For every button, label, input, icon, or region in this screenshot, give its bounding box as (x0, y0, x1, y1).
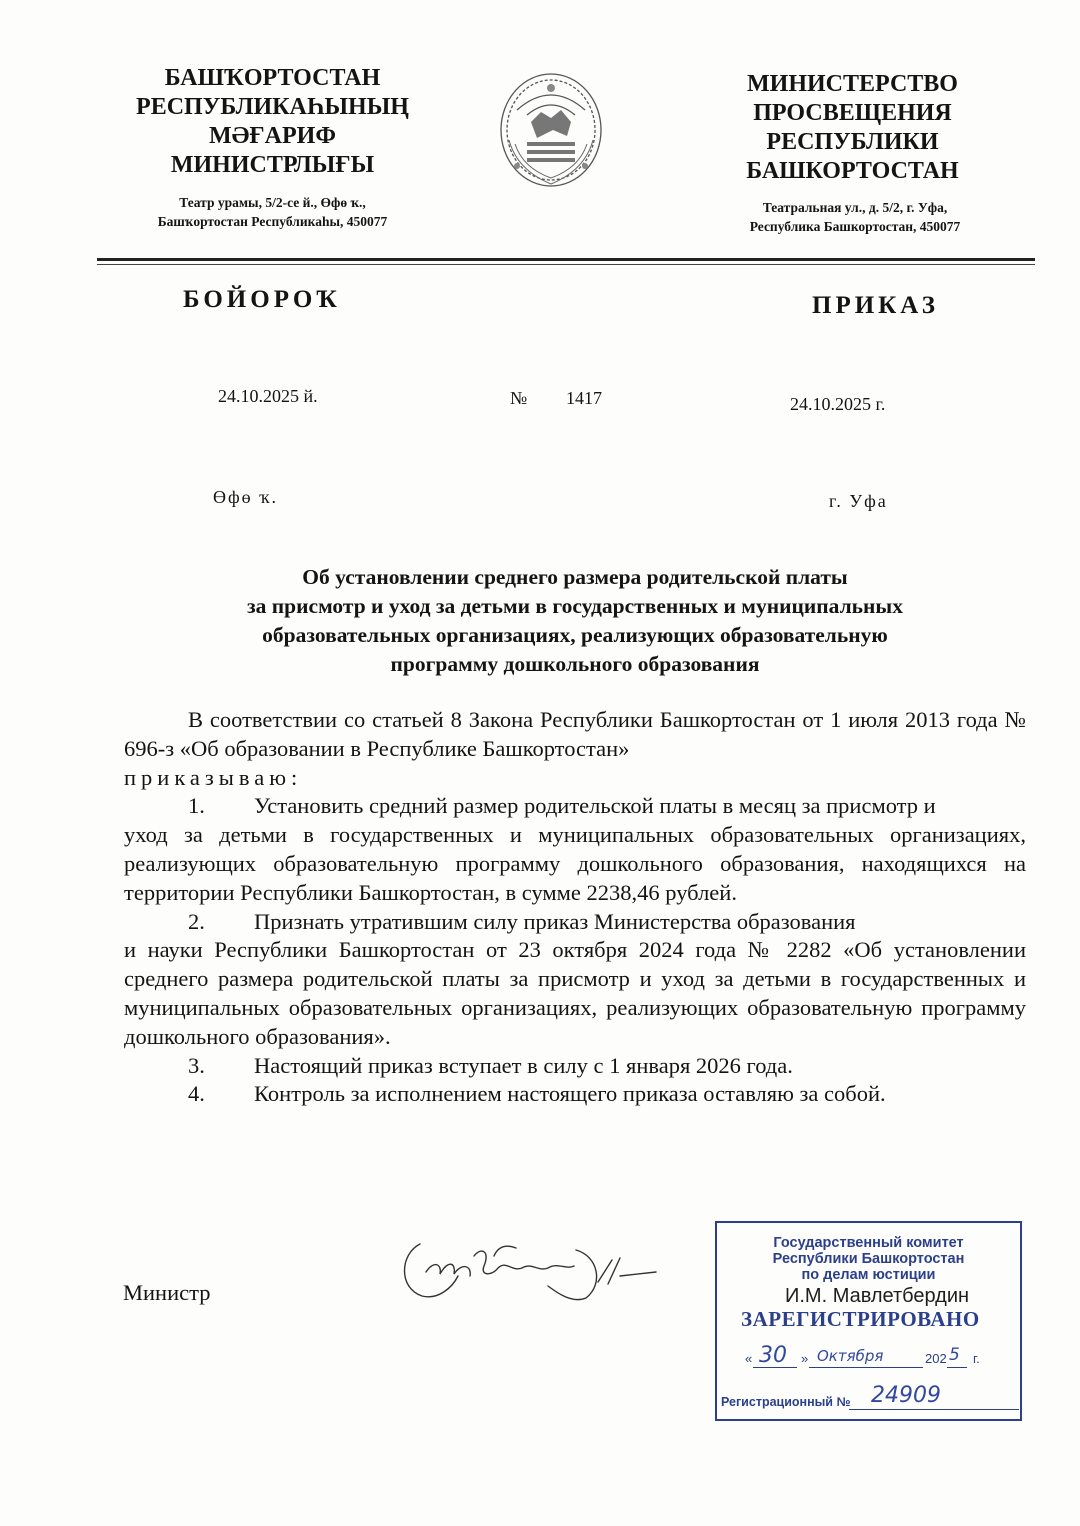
item-number: 1. (188, 793, 205, 819)
stamp-line: по делам юстиции (801, 1267, 936, 1283)
org-line: РЕСПУБЛИКАҺЫНЫҢ (136, 94, 409, 120)
year-underline (947, 1367, 967, 1368)
stamp-line: Государственный комитет (773, 1235, 964, 1251)
doc-kind-russian: ПРИКАЗ (812, 292, 939, 319)
stamp-registered: ЗАРЕГИСТРИРОВАНО (741, 1307, 980, 1331)
org-line: РЕСПУБЛИКИ (766, 129, 939, 155)
minister-label: Министр (123, 1280, 211, 1305)
org-line: БАШКОРТОСТАН (746, 158, 959, 184)
doc-kind-bashkir: БОЙОРОҠ (183, 286, 341, 313)
title-line: образовательных организациях, реализующих образовательную (262, 623, 888, 647)
title-line: программу дошкольного образования (390, 652, 760, 676)
list-item (124, 1052, 1026, 1081)
year-unit: г. (973, 1351, 980, 1366)
header-divider-thick (97, 258, 1035, 261)
org-line: ПРОСВЕЩЕНИЯ (753, 100, 952, 126)
list-item (124, 908, 1026, 1052)
org-name-bashkir (120, 64, 425, 180)
org-name-russian (700, 70, 1005, 186)
title-line: за присмотр и уход за детьми в государственных и муниципальных (247, 594, 903, 618)
item-text: Признать утратившим силу приказ Министерства образования (254, 908, 856, 934)
org-line: МИНИСТЕРСТВО (747, 71, 958, 97)
registration-month: Октября (817, 1347, 884, 1365)
address-russian (690, 198, 1020, 236)
number-sign: № (510, 388, 528, 408)
address-line: Башҡортостан Республикаһы, 450077 (157, 214, 388, 229)
year-suffix: 5 (949, 1345, 960, 1365)
list-item (124, 792, 1026, 907)
registration-day: 30 (759, 1343, 787, 1368)
signature-icon (398, 1232, 658, 1304)
item-number: 4. (188, 1081, 205, 1107)
month-underline (809, 1367, 923, 1368)
item-text: Контроль за исполнением настоящего приказа оставляю за собой. (254, 1081, 886, 1107)
order-word: приказываю: (124, 764, 303, 790)
reg-number: 24909 (871, 1383, 941, 1408)
item-continuation: и науки Республики Башкортостан от 23 октября 2024 года № 2282 «Об установлении среднего размера родительской платы за присмотр и уход за детьми в государственных и муниципальных образовательных организациях, реализующих образовательную программу дошкольного образования». (124, 937, 1026, 1049)
item-number: 3. (188, 1052, 205, 1078)
quote-close: » (801, 1351, 809, 1366)
org-line: МИНИСТРЛЫҒЫ (170, 152, 375, 178)
address-line: Театр урамы, 5/2-се й., Өфө ҡ., (179, 195, 366, 210)
address-line: Театральная ул., д. 5/2, г. Уфа, (762, 200, 948, 215)
address-line: Республика Башкортостан, 450077 (749, 219, 961, 234)
document-body (124, 706, 1026, 1109)
coat-of-arms-icon (497, 70, 605, 198)
address-bashkir (105, 193, 440, 231)
title-line: Об установлении среднего размера родительской платы (302, 565, 848, 589)
official-name: И.М. Мавлетбердин (785, 1285, 970, 1307)
date-bashkir: 24.10.2025 й. (218, 386, 318, 406)
day-underline (753, 1367, 797, 1368)
reg-underline (849, 1409, 1019, 1410)
org-line: БАШҠОРТОСТАН (164, 65, 381, 91)
item-text: Установить средний размер родительской платы в месяц за присмотр и (254, 793, 936, 819)
list-item (124, 1080, 1026, 1109)
header-divider-thin (97, 264, 1035, 265)
city-bashkir: Өфө ҡ. (213, 487, 278, 507)
year-prefix: 202 (925, 1351, 947, 1366)
quote-open: « (745, 1351, 753, 1366)
date-russian: 24.10.2025 г. (790, 394, 886, 414)
stamp-line: Республики Башкортостан (772, 1251, 965, 1267)
item-text: Настоящий приказ вступает в силу с 1 января 2026 года. (254, 1052, 793, 1078)
item-number: 2. (188, 908, 205, 934)
org-line: МӘҒАРИФ (209, 123, 336, 149)
city-russian: г. Уфа (829, 491, 888, 511)
registration-number-line (721, 1383, 1021, 1409)
reg-label: Регистрационный № (721, 1395, 851, 1409)
preamble: В соответствии со статьей 8 Закона Республики Башкортостан от 1 июля 2013 года № 696-з «Об образовании в Республике Башкортостан» (124, 707, 1026, 761)
document-title (150, 563, 1000, 679)
order-number: 1417 (566, 388, 602, 408)
registration-stamp (715, 1221, 1022, 1421)
stamp-committee (717, 1235, 1020, 1283)
item-continuation: уход за детьми в государственных и муниципальных образовательных организациях, реализующих образовательную программу дошкольного образования, находящихся на территории Республики Башкортостан, в сумме 2238,46 рублей. (124, 822, 1026, 905)
